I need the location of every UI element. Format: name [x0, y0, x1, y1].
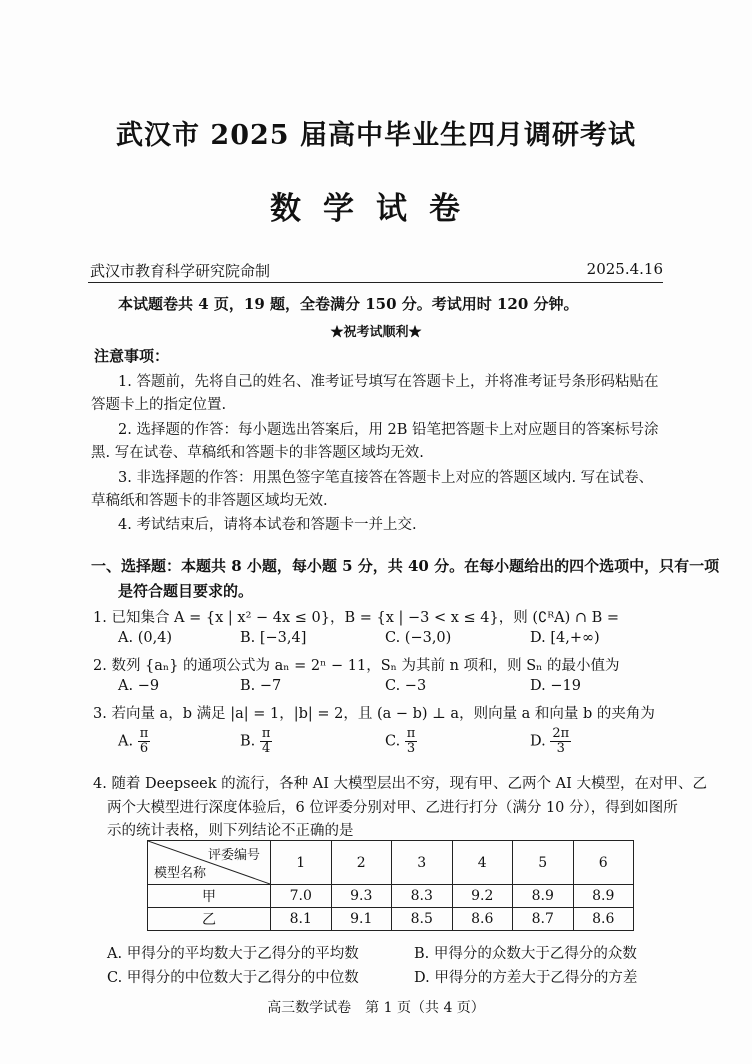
score-cell: 9.2 — [452, 885, 513, 908]
question-4-stem-line-3: 示的统计表格，则下列结论不正确的是 — [107, 823, 354, 839]
corner-label-model: 模型名称 — [154, 866, 207, 881]
model-name-cell: 乙 — [148, 908, 271, 931]
score-cell: 7.0 — [271, 885, 332, 908]
q3-option-d-fraction — [550, 727, 571, 756]
issuing-organization: 武汉市教育科学研究院命制 — [90, 262, 271, 280]
q3-option-d-label: D. — [530, 733, 546, 750]
judge-header-cell: 6 — [573, 841, 634, 885]
fraction-numerator: π — [406, 726, 416, 741]
fraction-numerator: π — [261, 726, 271, 741]
judge-header-cell: 3 — [392, 841, 453, 885]
score-cell: 8.3 — [392, 885, 453, 908]
q1-option-c: C. (−3,0) — [385, 630, 452, 646]
q1-option-a: A. (0,4) — [118, 630, 173, 646]
q3-option-c-fraction — [405, 727, 418, 756]
section-heading-cont: 是符合题目要求的。 — [118, 582, 254, 600]
fraction-denominator: 3 — [556, 741, 565, 756]
question-1-stem: 1. 已知集合 A = {x | x² − 4x ≤ 0}，B = {x | −3 < x ≤ 4}，则 (∁ᴿA) ∩ B = — [93, 610, 620, 626]
score-table-header-row — [148, 841, 634, 885]
q4-option-c: C. 甲得分的中位数大于乙得分的中位数 — [107, 970, 359, 986]
exam-date: 2025.4.16 — [586, 260, 663, 278]
q3-option-a — [118, 727, 150, 756]
fraction-denominator: 3 — [406, 741, 416, 756]
section-heading: 一、选择题：本题共 8 小题，每小题 5 分，共 40 分。在每小题给出的四个选项中，只有一项 — [91, 557, 720, 575]
score-cell: 8.9 — [573, 885, 634, 908]
judge-header-cell: 5 — [513, 841, 574, 885]
fraction-numerator: 2π — [552, 726, 570, 741]
table-row-model-jia — [148, 885, 634, 908]
q2-option-c: C. −3 — [385, 678, 427, 694]
judge-header-cell: 4 — [452, 841, 513, 885]
notice-heading: 注意事项： — [94, 347, 170, 365]
score-cell: 8.6 — [452, 908, 513, 931]
q3-option-d — [530, 727, 571, 756]
model-name-cell: 甲 — [148, 885, 271, 908]
q4-option-b: B. 甲得分的众数大于乙得分的众数 — [414, 946, 637, 962]
notice-item-2-line-2: 黑. 写在试卷、草稿纸和答题卡的非答题区域均无效. — [91, 445, 424, 461]
judge-header-cell: 1 — [271, 841, 332, 885]
notice-item-3-line-2: 草稿纸和答题卡的非答题区域均无效. — [91, 493, 328, 509]
exam-title: 武汉市 2025 届高中毕业生四月调研考试 — [116, 120, 636, 151]
q3-option-c-label: C. — [385, 733, 401, 750]
q3-option-a-fraction — [138, 727, 151, 756]
q3-option-b-fraction — [260, 727, 273, 756]
score-table — [147, 840, 634, 931]
score-cell: 9.1 — [331, 908, 392, 931]
corner-label-judge: 评委编号 — [207, 848, 260, 863]
q3-option-b — [240, 727, 272, 756]
q2-option-d: D. −19 — [530, 678, 581, 694]
notice-item-2-line-1: 2. 选择题的作答：每小题选出答案后，用 2B 铅笔把答题卡上对应题目的答案标号涂 — [118, 422, 659, 438]
exam-subtitle: 数学试卷 — [270, 191, 482, 227]
good-luck-line: ★祝考试顺利★ — [330, 325, 422, 340]
score-cell: 8.5 — [392, 908, 453, 931]
fraction-denominator: 6 — [139, 741, 149, 756]
q3-option-a-label: A. — [118, 733, 134, 750]
header-divider — [88, 282, 663, 283]
score-cell: 9.3 — [331, 885, 392, 908]
page-footer: 高三数学试卷 第 1 页（共 4 页） — [267, 1000, 485, 1016]
q4-option-a: A. 甲得分的平均数大于乙得分的平均数 — [107, 946, 359, 962]
notice-item-1-line-2: 答题卡上的指定位置. — [91, 397, 227, 413]
notice-item-1-line-1: 1. 答题前，先将自己的姓名、准考证号填写在答题卡上，并将准考证号条形码粘贴在 — [118, 374, 659, 390]
score-cell: 8.1 — [271, 908, 332, 931]
q2-option-b: B. −7 — [240, 678, 282, 694]
notice-item-4: 4. 考试结束后，请将本试卷和答题卡一并上交. — [118, 517, 417, 533]
notice-item-3-line-1: 3. 非选择题的作答：用黑色签字笔直接答在答题卡上对应的答题区域内. 写在试卷、 — [118, 470, 654, 486]
q4-option-d: D. 甲得分的方差大于乙得分的方差 — [414, 970, 638, 986]
q3-option-c — [385, 727, 417, 756]
question-2-stem: 2. 数列 {aₙ} 的通项公式为 aₙ = 2ⁿ − 11，Sₙ 为其前 n 项和，则 Sₙ 的最小值为 — [93, 658, 620, 674]
question-3-stem: 3. 若向量 a，b 满足 |a| = 1，|b| = 2，且 (a − b) ⊥ a，则向量 a 和向量 b 的夹角为 — [93, 706, 655, 722]
exam-intro: 本试题卷共 4 页，19 题，全卷满分 150 分。考试用时 120 分钟。 — [118, 295, 579, 313]
score-table-corner-cell — [148, 841, 271, 885]
q2-option-a: A. −9 — [118, 678, 160, 694]
q1-option-d: D. [4,+∞) — [530, 630, 600, 646]
judge-header-cell: 2 — [331, 841, 392, 885]
fraction-numerator: π — [139, 726, 149, 741]
fraction-denominator: 4 — [262, 741, 271, 756]
score-cell: 8.6 — [573, 908, 634, 931]
q1-option-b: B. [−3,4] — [240, 630, 307, 646]
question-4-stem-line-1: 4. 随着 Deepseek 的流行，各种 AI 大模型层出不穷，现有甲、乙两个 AI 大模型，在对甲、乙 — [93, 776, 707, 792]
question-4-stem-line-2: 两个大模型进行深度体验后，6 位评委分别对甲、乙进行打分（满分 10 分），得到如图所 — [107, 800, 678, 816]
score-cell: 8.9 — [513, 885, 574, 908]
q3-option-b-label: B. — [240, 733, 256, 750]
score-cell: 8.7 — [513, 908, 574, 931]
table-row-model-yi — [148, 908, 634, 931]
